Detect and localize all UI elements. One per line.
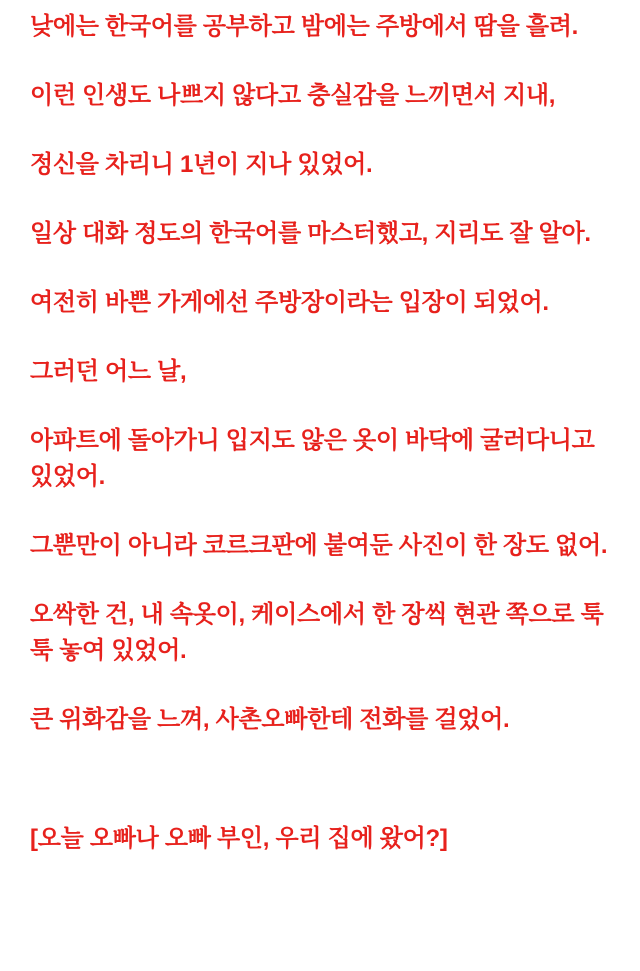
story-paragraph: 오싹한 건, 내 속옷이, 케이스에서 한 장씩 현관 쪽으로 툭툭 놓여 있었어. xyxy=(30,601,604,664)
story-paragraph: 큰 위화감을 느껴, 사촌오빠한테 전화를 걸었어. xyxy=(30,706,510,733)
story-paragraph: 정신을 차리니 1년이 지나 있었어. xyxy=(30,151,373,178)
story-paragraph: 아파트에 돌아가니 입지도 않은 옷이 바닥에 굴러다니고 있었어. xyxy=(30,427,595,490)
story-paragraph: 낮에는 한국어를 공부하고 밤에는 주방에서 땀을 흘려. xyxy=(30,13,579,40)
story-paragraph: 그뿐만이 아니라 코르크판에 붙여둔 사진이 한 장도 없어. xyxy=(30,532,608,559)
story-dialogue-line: [오늘 오빠나 오빠 부인, 우리 집에 왔어?] xyxy=(30,825,448,852)
story-paragraph: 여전히 바쁜 가게에선 주방장이라는 입장이 되었어. xyxy=(30,289,549,316)
story-paragraph: 이런 인생도 나쁘지 않다고 충실감을 느끼면서 지내, xyxy=(30,82,556,109)
story-paragraph: 일상 대화 정도의 한국어를 마스터했고, 지리도 잘 알아. xyxy=(30,220,591,247)
story-paragraph: 그러던 어느 날, xyxy=(30,358,187,385)
